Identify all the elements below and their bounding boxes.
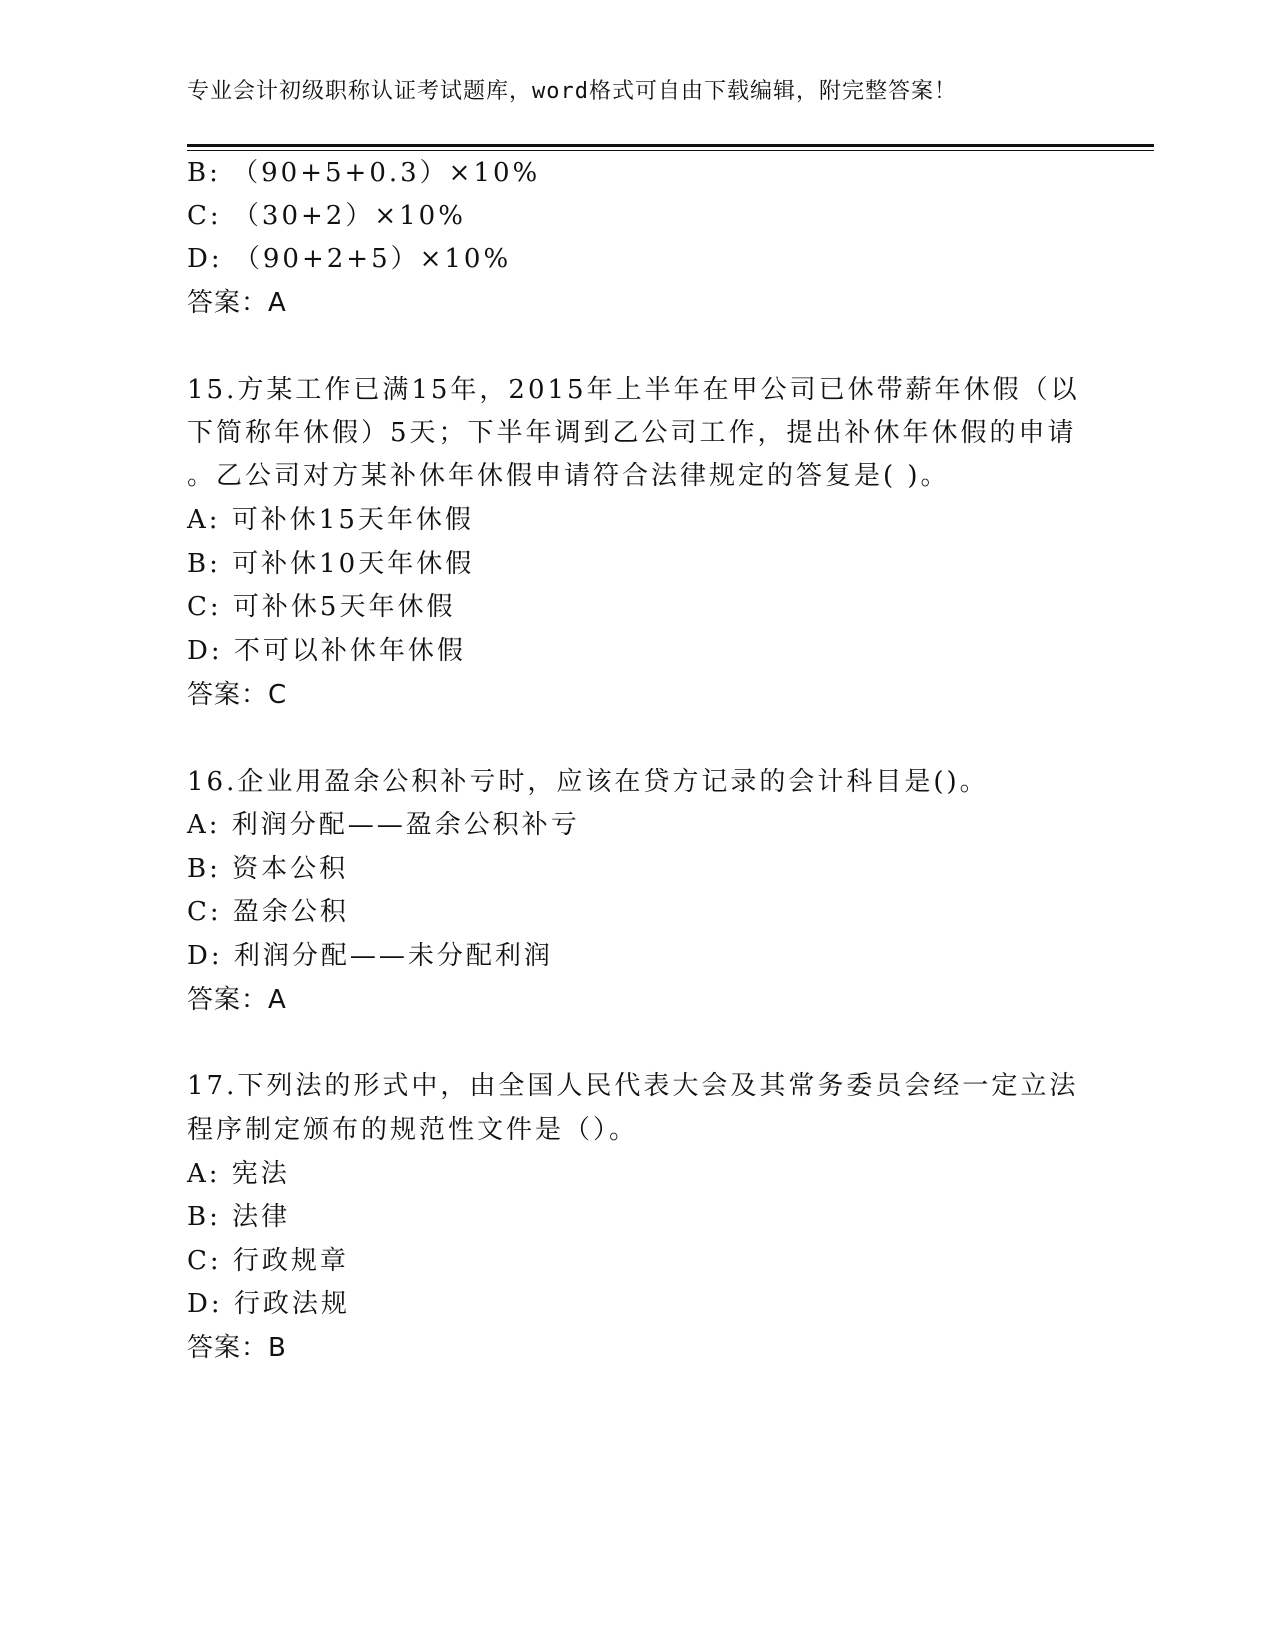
- question-stem: 17.下列法的形式中，由全国人民代表大会及其常务委员会经一定立法: [187, 1071, 1079, 1101]
- answer: 答案：B: [187, 1333, 287, 1363]
- header-rule-thick: [187, 144, 1154, 147]
- answer: 答案：A: [187, 985, 287, 1015]
- question-stem: 下简称年休假）5天；下半年调到乙公司工作，提出补休年休假的申请: [187, 418, 1077, 448]
- option-a: A: 可补休15天年休假: [187, 505, 474, 535]
- option-c: C: （30+2）×10%: [187, 201, 466, 231]
- option-a: A: 宪法: [187, 1159, 290, 1189]
- page-header: 专业会计初级职称认证考试题库，word格式可自由下载编辑，附完整答案！: [187, 79, 957, 104]
- option-d: D: 不可以补休年休假: [187, 636, 466, 666]
- option-a: A: 利润分配——盈余公积补亏: [187, 810, 580, 840]
- option-c: C: 可补休5天年休假: [187, 592, 456, 622]
- answer: 答案：C: [187, 680, 288, 710]
- option-b: B: （90+5+0.3）×10%: [187, 158, 541, 188]
- question-stem: 程序制定颁布的规范性文件是（）。: [187, 1115, 639, 1145]
- option-c: C: 盈余公积: [187, 897, 349, 927]
- option-d: D: （90+2+5）×10%: [187, 244, 512, 274]
- question-stem: 。乙公司对方某补休年休假申请符合法律规定的答复是( )。: [187, 461, 950, 491]
- option-d: D: 利润分配——未分配利润: [187, 941, 553, 971]
- answer: 答案：A: [187, 288, 287, 318]
- option-d: D: 行政法规: [187, 1289, 350, 1319]
- option-b: B: 可补休10天年休假: [187, 549, 475, 579]
- option-b: B: 法律: [187, 1202, 291, 1232]
- option-c: C: 行政规章: [187, 1246, 349, 1276]
- question-stem: 15.方某工作已满15年，2015年上半年在甲公司已休带薪年休假（以: [187, 375, 1080, 405]
- question-stem: 16.企业用盈余公积补亏时，应该在贷方记录的会计科目是()。: [187, 767, 989, 797]
- option-b: B: 资本公积: [187, 854, 349, 884]
- header-rule-thin: [187, 150, 1154, 151]
